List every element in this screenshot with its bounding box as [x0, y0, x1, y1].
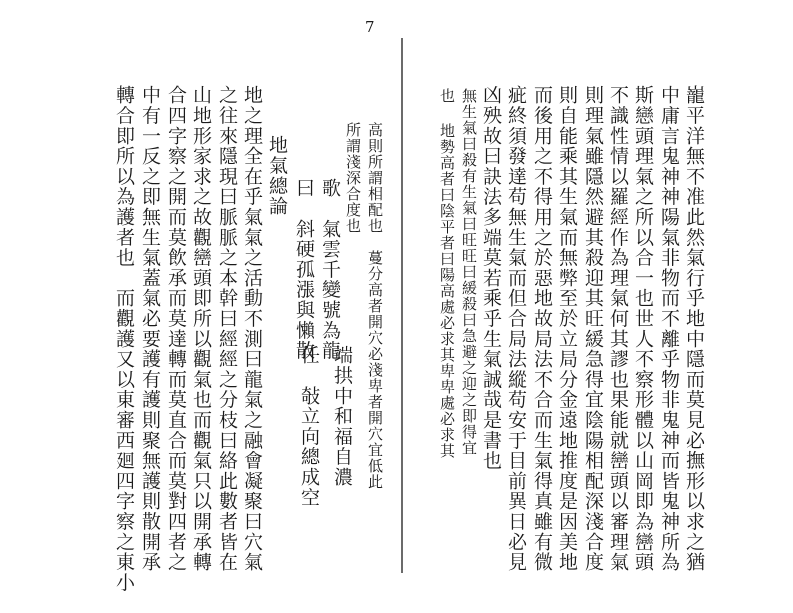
- text-column: 則自能乘其生氣而無弊至於立局分金遠地推度是因美地: [556, 85, 578, 573]
- verse-column: 曰 斜硬孤漲與懶散: [293, 178, 315, 361]
- section-heading: 地氣總論: [266, 135, 288, 217]
- text-column: 中庸言鬼神神陽氣非物而不離乎物非鬼神而皆鬼神所為: [658, 85, 680, 573]
- text-column: 疵終須發達苟無生氣而但合局法縱苟安于目前異日必見: [505, 85, 527, 573]
- annotation-column: 無生氣曰殺有生氣曰旺旺曰緩殺曰急避之迎之即得宜: [460, 88, 478, 456]
- annotation-column: 也 地勢高者曰陰平者曰陽高處必求其卑卑處必求其: [438, 88, 456, 459]
- text-column: 合四字察之開而莫飲承而莫達轉而莫直合而莫對四者之: [165, 85, 187, 573]
- annotation-column: 高則所謂相配也 蔓分高者開穴必淺卑者開穴宜低此: [366, 122, 384, 490]
- text-column: 不識性情以羅經作為理氣何其謬也果能就巒頭以審理氣: [607, 85, 629, 573]
- verse-column: 端拱中和福自濃: [331, 345, 353, 488]
- text-column: 山地形家求之故觀巒頭即所以觀氣也而觀氣只以開承轉: [190, 85, 212, 573]
- annotation-column: 所謂淺深合度也: [344, 122, 362, 234]
- verse-column: 任 敧立向總成空: [298, 345, 320, 508]
- text-column: 斯戀頭理氣之所以合一也世人不察形體以山岡即為巒頭: [632, 85, 654, 573]
- text-column: 凶殃故曰訣法多端莫若乘乎生氣誠哉是書也: [480, 85, 502, 471]
- text-column: 之往來隱現曰脈脈之本幹曰經經之分枝曰絡此數者皆在: [216, 85, 238, 573]
- page-number: 7: [365, 18, 375, 36]
- text-column: 巃平洋無不准此然氣行乎地中隱而莫見必撫形以求之猶: [683, 85, 705, 573]
- verse-column: 歌 氣雲千變號為龍: [319, 178, 341, 361]
- page-fold-divider: [401, 38, 403, 573]
- text-column: 而後用之不得用之於惡地故局法不合而生氣得真雖有微: [531, 85, 553, 573]
- text-column: 轉合即所以為護者也 而觀護又以東審西廻四字察之東小: [113, 85, 135, 593]
- text-column: 則理氣雖隱然避其殺迎其旺緩急得宜陰陽相配深淺合度: [582, 85, 604, 573]
- text-column: 中有一反之即無生氣蓋氣必要護有護則聚無護則散開承: [139, 85, 161, 573]
- text-column: 地之理全在乎氣氣之活動不測曰龍氣之融會凝聚曰穴氣: [241, 85, 263, 573]
